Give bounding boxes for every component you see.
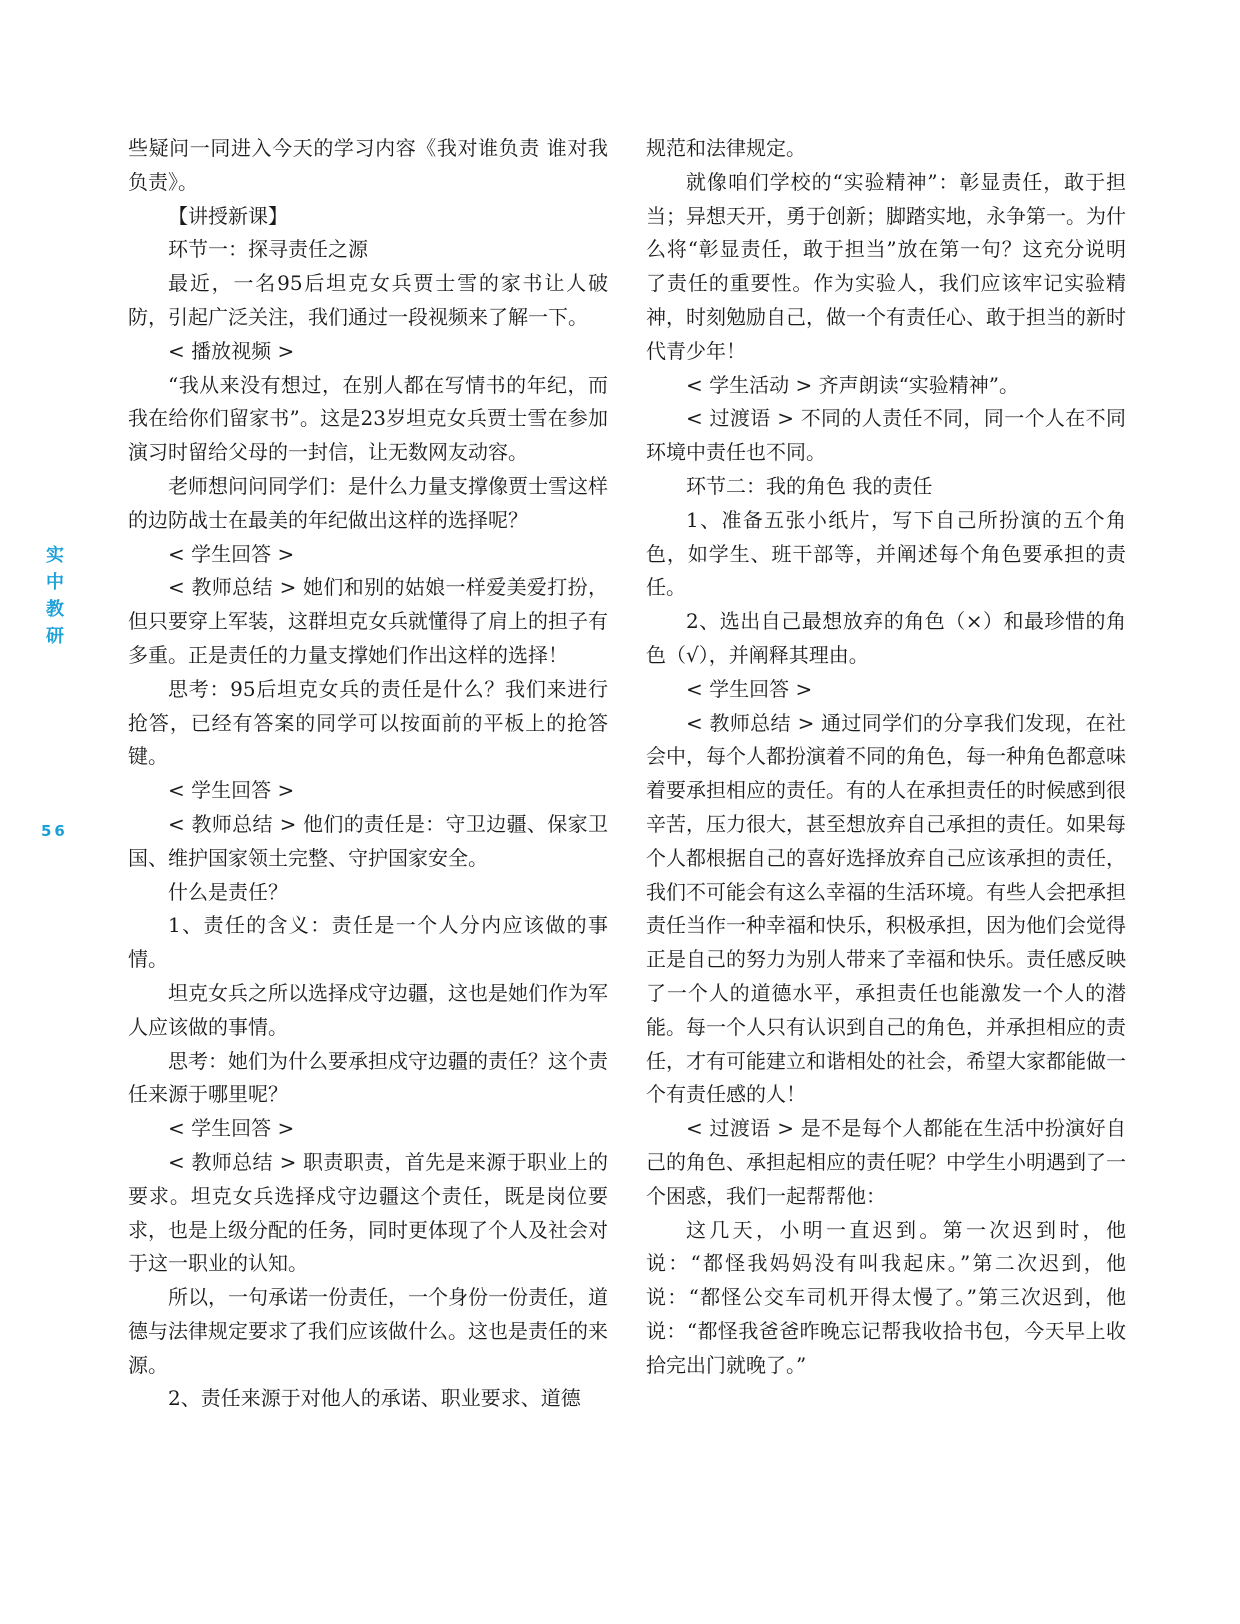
page-number: 56 (41, 822, 68, 840)
paragraph: 思考：她们为什么要承担戍守边疆的责任？这个责任来源于哪里呢？ (128, 1048, 608, 1107)
paragraph: 2、责任来源于对他人的承诺、职业要求、道德 (168, 1386, 581, 1411)
paragraph: 环节一：探寻责任之源 (168, 237, 368, 262)
paragraph: < 播放视频 > (168, 338, 295, 363)
paragraph: 坦克女兵之所以选择戍守边疆，这也是她们作为军人应该做的事情。 (128, 980, 608, 1039)
paragraph: < 学生回答 > (168, 778, 295, 803)
paragraph: 2、选出自己最想放弃的角色（×）和最珍惜的角色（√），并阐释其理由。 (646, 609, 1126, 667)
paragraph: 规范和法律规定。 (646, 136, 806, 160)
paragraph: 老师想问问同学们：是什么力量支撑像贾士雪这样的边防战士在最美的年纪做出这样的选择呢？ (128, 473, 608, 532)
paragraph: < 教师总结 > 职责职责，首先是来源于职业上的要求。坦克女兵选择戍守边疆这个责任，既是岗位要求，也是上级分配的任务，同时更体现了个人及社会对于这一职业的认知。 (128, 1149, 608, 1276)
paragraph: < 教师总结 > 她们和别的姑娘一样爱美爱打扮，但只要穿上军装，这群坦克女兵就懂得了肩上的担子有多重。正是责任的力量支撑她们作出这样的选择！ (128, 575, 608, 667)
paragraph: < 学生回答 > (168, 1116, 295, 1141)
paragraph: < 教师总结 > 他们的责任是：守卫边疆、保家卫国、维护国家领土完整、守护国家安全。 (128, 811, 608, 870)
paragraph: 1、准备五张小纸片，写下自己所扮演的五个角色，如学生、班干部等，并阐述每个角色要承担的责任。 (646, 507, 1126, 600)
paragraph: < 教师总结 > 通过同学们的分享我们发现，在社会中，每个人都扮演着不同的角色，每一种角色都意味着要承担相应的责任。有的人在承担责任的时候感到很辛苦，压力很大，甚至想放弃自己承担的责任。如果每个人都根据自己的喜好选择放弃自己应该承担的责任，我们不可能会有这么幸福的生活环境。有些人会把承担责任当作一种幸福和快乐，积极承担，因为他们会觉得正是自己的努力为别人带来了幸福和快乐。责任感反映了一个人的道德水平，承担责任也能激发一个人的潜能。每一个人只有认识到自己的角色，并承担相应的责任，才有可能建立和谐相处的社会，希望大家都能做一个有责任感的人！ (646, 710, 1126, 1107)
paragraph: 就像咱们学校的“实验精神”：彰显责任，敢于担当；异想天开，勇于创新；脚踏实地，永争第一。为什么将“彰显责任，敢于担当”放在第一句？这充分说明了责任的重要性。作为实验人，我们应该牢记实验精神，时刻勉励自己，做一个有责任心、敢于担当的新时代青少年！ (646, 169, 1126, 363)
paragraph: 【讲授新课】 (168, 203, 288, 228)
paragraph: < 过渡语 > 不同的人责任不同，同一个人在不同环境中责任也不同。 (646, 406, 1126, 465)
left-column (128, 132, 608, 1416)
paragraph: < 学生活动 > 齐声朗读“实验精神”。 (686, 372, 1020, 397)
section-label: 实中教研 (46, 545, 64, 647)
paragraph: 所以，一句承诺一份责任，一个身份一份责任，道德与法律规定要求了我们应该做什么。这也是责任的来源。 (128, 1285, 608, 1377)
paragraph: 些疑问一同进入今天的学习内容《我对谁负责 谁对我负责》。 (128, 136, 608, 194)
paragraph: 思考：95后坦克女兵的责任是什么？我们来进行抢答，已经有答案的同学可以按面前的平板上的抢答键。 (128, 676, 608, 769)
right-column (646, 132, 1126, 1382)
paragraph: 这几天，小明一直迟到。第一次迟到时，他说：“都怪我妈妈没有叫我起床。”第二次迟到，他说：“都怪公交车司机开得太慢了。”第三次迟到，他说：“都怪我爸爸昨晚忘记帮我收拾书包，今天早上收拾完出门就晚了。” (646, 1217, 1126, 1377)
paragraph: < 学生回答 > (686, 676, 813, 701)
paragraph: < 学生回答 > (168, 541, 295, 566)
paragraph: 什么是责任？ (168, 879, 288, 904)
paragraph: 1、责任的含义：责任是一个人分内应该做的事情。 (128, 913, 608, 972)
paragraph: < 过渡语 > 是不是每个人都能在生活中扮演好自己的角色、承担起相应的责任呢？中学生小明遇到了一个困惑，我们一起帮帮他： (646, 1116, 1126, 1208)
paragraph: 环节二：我的角色 我的责任 (686, 473, 933, 498)
paragraph: 最近，一名95后坦克女兵贾士雪的家书让人破防，引起广泛关注，我们通过一段视频来了解一下。 (128, 271, 608, 329)
paragraph: “我从来没有想过，在别人都在写情书的年纪，而我在给你们留家书”。这是23岁坦克女兵贾士雪在参加演习时留给父母的一封信，让无数网友动容。 (128, 372, 608, 465)
